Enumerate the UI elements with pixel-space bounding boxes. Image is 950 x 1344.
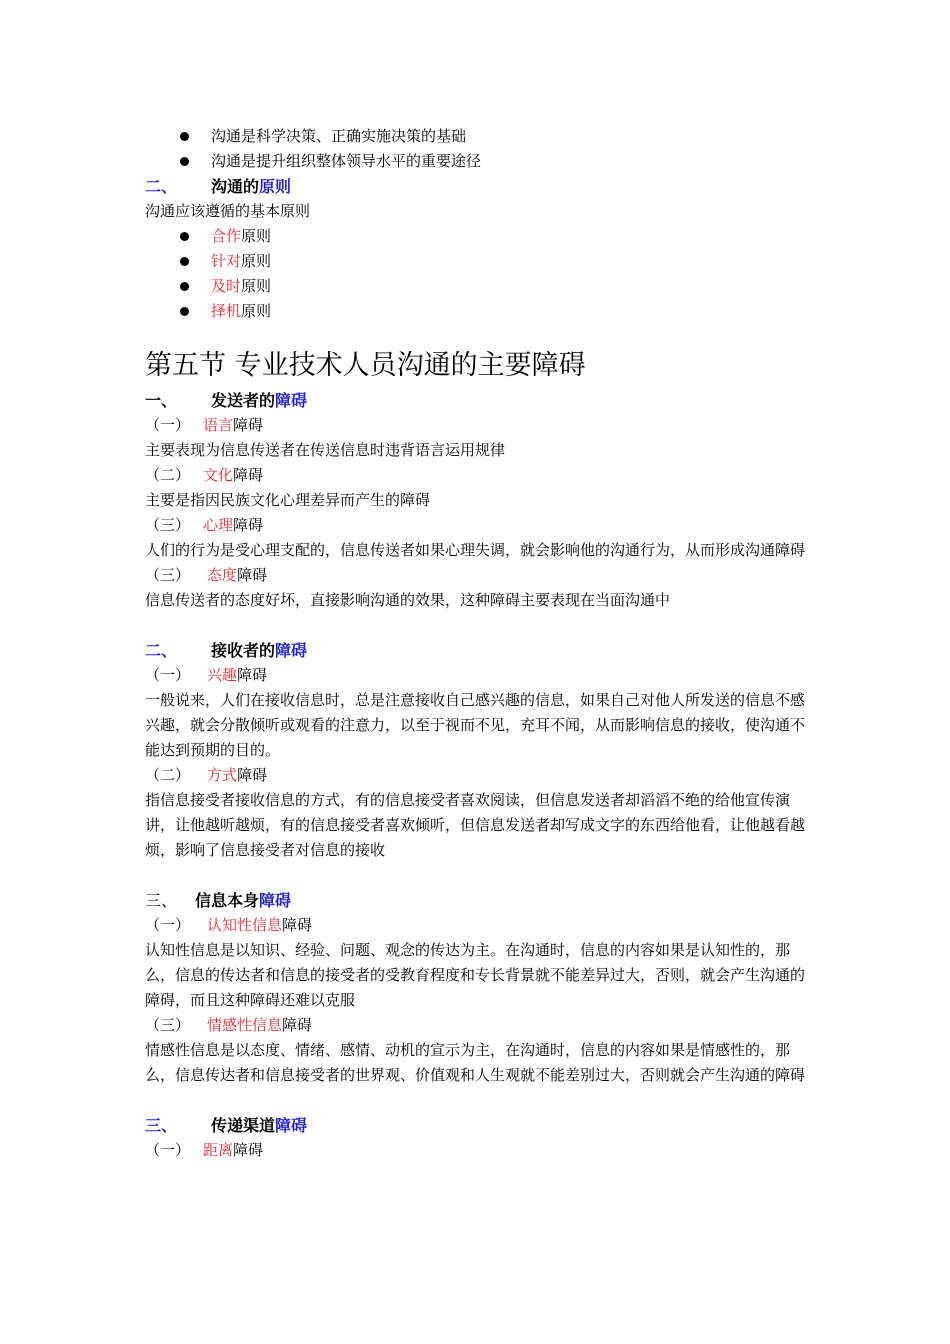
sub-suffix: 障碍	[282, 1016, 313, 1034]
sub-keyword: 语言	[203, 416, 234, 434]
sub-suffix: 障碍	[233, 416, 264, 434]
principle-keyword: 针对	[211, 252, 242, 270]
bullet-dot-icon	[180, 132, 189, 141]
paragraph: 指信息接受者接收信息的方式，有的信息接受者喜欢阅读，但信息发送者却滔滔不绝的给他宣传演讲，让他越听越烦，有的信息接受者喜欢倾听，但信息发送者却写成文字的东西给他看，让他越看越烦，影响了信息接受者对信息的接收	[145, 791, 806, 859]
sub-suffix: 障碍	[233, 516, 264, 534]
principle-keyword: 及时	[211, 277, 242, 295]
paragraph: 主要表现为信息传送者在传送信息时违背语言运用规律	[145, 441, 506, 459]
sub-suffix: 障碍	[233, 466, 264, 484]
section-title: 第五节 专业技术人员沟通的主要障碍	[145, 350, 586, 381]
paragraph: 一般说来，人们在接收信息时，总是注意接收自己感兴趣的信息，如果自己对他人所发送的信息不感兴趣，就会分散倾听或观看的注意力，以至于视而不见，充耳不闻，从而影响信息的接收，使沟通不能达到预期的目的。	[145, 691, 806, 759]
document-page	[145, 124, 810, 1163]
sub-keyword: 认知性信息	[207, 916, 283, 934]
subheading	[145, 513, 810, 538]
heading-number: 三、	[145, 891, 178, 910]
spacer	[145, 1088, 810, 1113]
sub-number: （三）	[145, 1016, 191, 1034]
paragraph: 信息传送者的态度好坏，直接影响沟通的效果，这种障碍主要表现在当面沟通中	[145, 591, 671, 609]
sub-suffix: 障碍	[233, 1141, 264, 1159]
heading-highlight: 障碍	[259, 891, 292, 910]
bullet-item	[145, 149, 810, 174]
bullet-dot-icon	[180, 257, 189, 266]
sub-suffix: 障碍	[237, 766, 268, 784]
sub-number: （一）	[145, 416, 191, 434]
heading-number: 三、	[145, 1116, 178, 1135]
bullet-dot-icon	[180, 157, 189, 166]
spacer	[145, 863, 810, 888]
bullet-dot-icon	[180, 307, 189, 316]
sub-keyword: 心理	[203, 516, 234, 534]
sub-keyword: 方式	[207, 766, 238, 784]
paragraph: 主要是指因民族文化心理差异而产生的障碍	[145, 491, 431, 509]
subheading	[145, 663, 810, 688]
heading-highlight: 障碍	[275, 391, 308, 410]
part-heading	[145, 1113, 810, 1138]
sub-keyword: 态度	[207, 566, 238, 584]
principle-item	[145, 274, 810, 299]
sub-number: （二）	[145, 766, 191, 784]
sub-keyword: 距离	[203, 1141, 234, 1159]
principle-suffix: 原则	[241, 277, 272, 295]
principle-item	[145, 249, 810, 274]
sub-number: （三）	[145, 566, 191, 584]
paragraph: 情感性信息是以态度、情绪、感情、动机的宣示为主，在沟通时，信息的内容如果是情感性的，那么，信息传达者和信息接受者的世界观、价值观和人生观就不能差别过大，否则就会产生沟通的障碍	[145, 1041, 806, 1084]
heading-number: 一、	[145, 391, 178, 410]
subheading	[145, 463, 810, 488]
heading-number: 二、	[145, 177, 178, 196]
heading-text: 发送者的	[211, 391, 276, 410]
sub-keyword: 兴趣	[207, 666, 238, 684]
part-heading	[145, 638, 810, 663]
part-heading	[145, 388, 810, 413]
principle-item	[145, 299, 810, 324]
principle-keyword: 择机	[211, 302, 242, 320]
principle-suffix: 原则	[241, 302, 272, 320]
bullet-item	[145, 124, 810, 149]
subheading	[145, 563, 810, 588]
bullet-text: 沟通是科学决策、正确实施决策的基础	[211, 127, 467, 145]
sub-suffix: 障碍	[282, 916, 313, 934]
principle-keyword: 合作	[211, 227, 242, 245]
principles-intro: 沟通应该遵循的基本原则	[145, 202, 311, 220]
part-heading	[145, 888, 810, 913]
sub-number: （一）	[145, 666, 191, 684]
heading-text: 沟通的	[211, 177, 260, 196]
sub-suffix: 障碍	[237, 666, 268, 684]
spacer	[145, 613, 810, 638]
principle-suffix: 原则	[241, 252, 272, 270]
bullet-text: 沟通是提升组织整体领导水平的重要途径	[211, 152, 482, 170]
subheading	[145, 1013, 810, 1038]
sub-keyword: 情感性信息	[207, 1016, 283, 1034]
heading-text: 信息本身	[195, 891, 260, 910]
sub-keyword: 文化	[203, 466, 234, 484]
principle-suffix: 原则	[241, 227, 272, 245]
bullet-dot-icon	[180, 232, 189, 241]
subheading	[145, 1138, 810, 1163]
heading-text: 传递渠道	[211, 1116, 276, 1135]
sub-number: （三）	[145, 516, 191, 534]
paragraph: 人们的行为是受心理支配的，信息传送者如果心理失调，就会影响他的沟通行为，从而形成沟通障碍	[145, 541, 806, 559]
sub-suffix: 障碍	[237, 566, 268, 584]
principles-heading	[145, 174, 810, 199]
heading-text: 接收者的	[211, 641, 276, 660]
sub-number: （一）	[145, 1141, 191, 1159]
sub-number: （一）	[145, 916, 191, 934]
subheading	[145, 763, 810, 788]
heading-highlight: 原则	[259, 177, 292, 196]
subheading	[145, 913, 810, 938]
heading-number: 二、	[145, 641, 178, 660]
heading-highlight: 障碍	[275, 1116, 308, 1135]
principle-item	[145, 224, 810, 249]
paragraph: 认知性信息是以知识、经验、问题、观念的传达为主。在沟通时，信息的内容如果是认知性的，那么，信息的传达者和信息的接受者的受教育程度和专长背景就不能差异过大，否则，就会产生沟通的障碍，而且这种障碍还难以克服	[145, 941, 806, 1009]
sub-number: （二）	[145, 466, 191, 484]
heading-highlight: 障碍	[275, 641, 308, 660]
subheading	[145, 413, 810, 438]
bullet-dot-icon	[180, 282, 189, 291]
